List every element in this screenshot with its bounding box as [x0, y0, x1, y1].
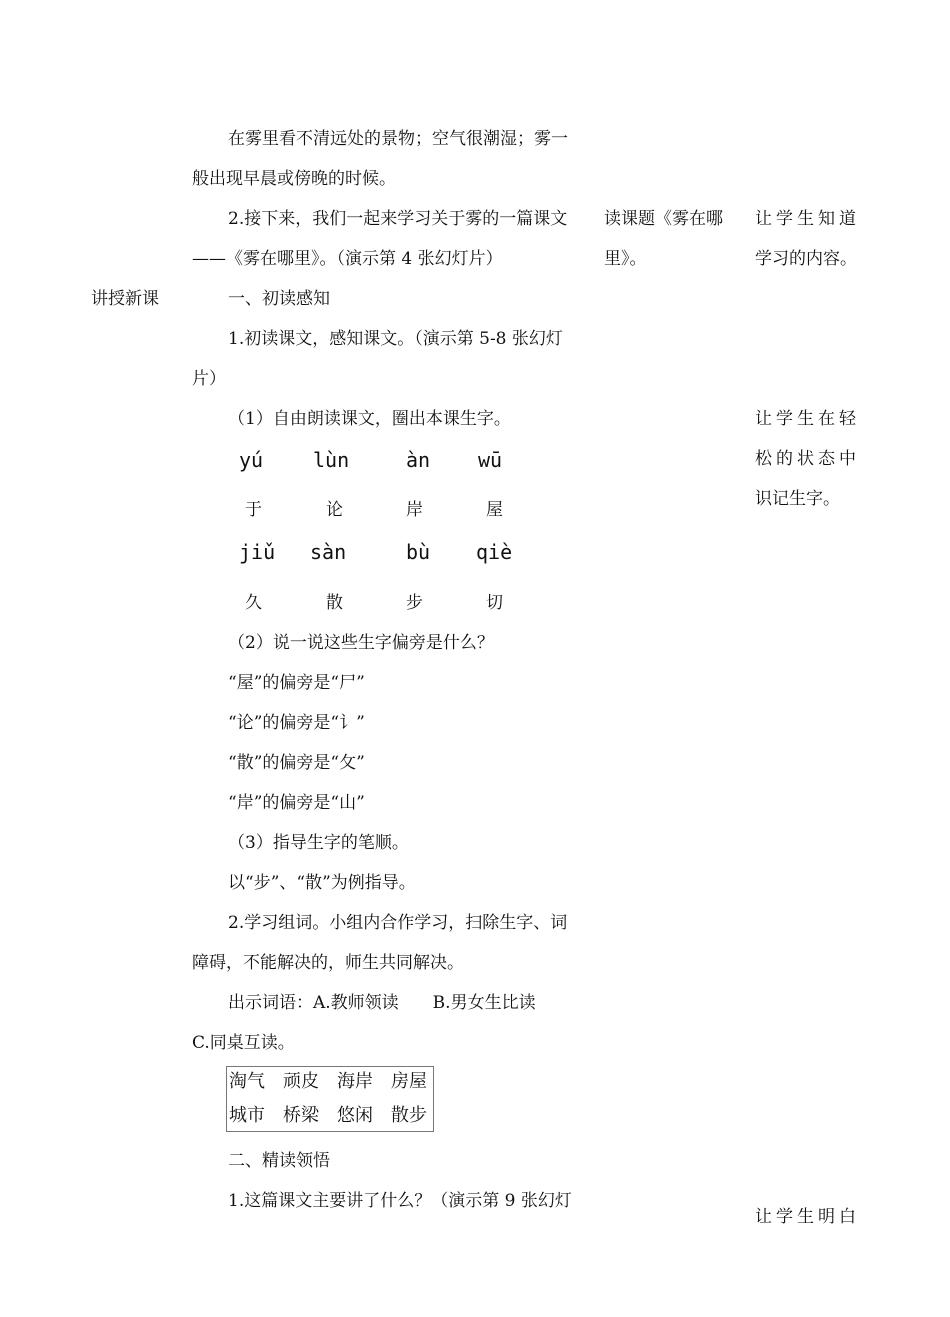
- paragraph-first-read-line1: 1.初读课文，感知课文。（演示第 5-8 张幻灯: [228, 329, 563, 349]
- pinyin: qiè: [476, 540, 513, 564]
- student-activity-line1: 读课题《雾在哪: [604, 209, 723, 229]
- pinyin: wū: [478, 448, 503, 472]
- paragraph-radical-question: （2）说一说这些生字偏旁是什么？: [228, 633, 494, 653]
- vocab-word: 桥梁: [283, 1105, 319, 1126]
- purpose-a-line1: 让学生知道: [755, 209, 860, 229]
- paragraph-fog-traits-line1: 在雾里看不清远处的景物；空气很潮湿；雾一: [228, 129, 568, 149]
- purpose-b-line1: 让学生在轻: [755, 409, 860, 429]
- paragraph-word-study-line2: 障碍，不能解决的，师生共同解决。: [192, 953, 464, 973]
- purpose-b-line2: 松的状态中: [755, 449, 860, 469]
- hanzi: 步: [406, 593, 423, 613]
- purpose-a-line2: 学习的内容。: [755, 249, 857, 269]
- paragraph-intro-lesson-line2: ——《雾在哪里》。（演示第 4 张幻灯片）: [192, 249, 503, 269]
- vocab-word: 散步: [391, 1105, 427, 1126]
- section-label: 讲授新课: [91, 289, 159, 309]
- hanzi: 切: [486, 593, 503, 613]
- vocab-word: 海岸: [337, 1071, 373, 1092]
- vocab-word: 顽皮: [283, 1071, 319, 1092]
- vocabulary-box: [226, 1066, 434, 1132]
- paragraph-show-words-line1: 出示词语：A.教师领读 B.男女生比读: [228, 993, 536, 1013]
- radical-line: “岸”的偏旁是“山”: [228, 793, 365, 813]
- vocab-word: 房屋: [391, 1071, 427, 1092]
- pinyin: bù: [406, 540, 431, 564]
- vocab-word: 悠闲: [337, 1105, 373, 1126]
- paragraph-word-study-line1: 2.学习组词。小组内合作学习，扫除生字、词: [228, 913, 568, 933]
- radical-line: “屋”的偏旁是“尸”: [228, 673, 365, 693]
- hanzi: 久: [245, 593, 262, 613]
- paragraph-circle-characters: （1）自由朗读课文，圈出本课生字。: [228, 409, 511, 429]
- pinyin: yú: [239, 448, 264, 472]
- pinyin: lùn: [313, 448, 350, 472]
- heading-first-reading: 一、初读感知: [228, 289, 330, 309]
- paragraph-stroke-order: （3）指导生字的笔顺。: [228, 833, 409, 853]
- heading-close-reading: 二、精读领悟: [228, 1151, 330, 1171]
- paragraph-show-words-line2: C.同桌互读。: [192, 1033, 295, 1053]
- hanzi: 于: [245, 500, 262, 520]
- purpose-c-line1: 让学生明白: [755, 1207, 860, 1227]
- hanzi: 岸: [406, 500, 423, 520]
- student-activity-line2: 里》。: [604, 249, 647, 269]
- vocab-word: 淘气: [229, 1071, 265, 1092]
- paragraph-stroke-example: 以“步”、“散”为例指导。: [228, 873, 416, 893]
- radical-line: “散”的偏旁是“攵”: [228, 753, 365, 773]
- paragraph-main-idea: 1.这篇课文主要讲了什么？（演示第 9 张幻灯: [228, 1191, 572, 1211]
- hanzi: 散: [326, 593, 343, 613]
- hanzi: 屋: [486, 500, 503, 520]
- paragraph-fog-traits-line2: 般出现早晨或傍晚的时候。: [192, 169, 396, 189]
- paragraph-first-read-line2: 片）: [192, 369, 226, 389]
- radical-line: “论”的偏旁是“讠”: [228, 713, 365, 733]
- paragraph-intro-lesson-line1: 2.接下来，我们一起来学习关于雾的一篇课文: [228, 209, 568, 229]
- pinyin: jiǔ: [239, 540, 276, 564]
- purpose-b-line3: 识记生字。: [755, 489, 840, 509]
- hanzi: 论: [326, 500, 343, 520]
- pinyin: àn: [406, 448, 431, 472]
- vocab-word: 城市: [229, 1105, 265, 1126]
- pinyin: sàn: [310, 540, 347, 564]
